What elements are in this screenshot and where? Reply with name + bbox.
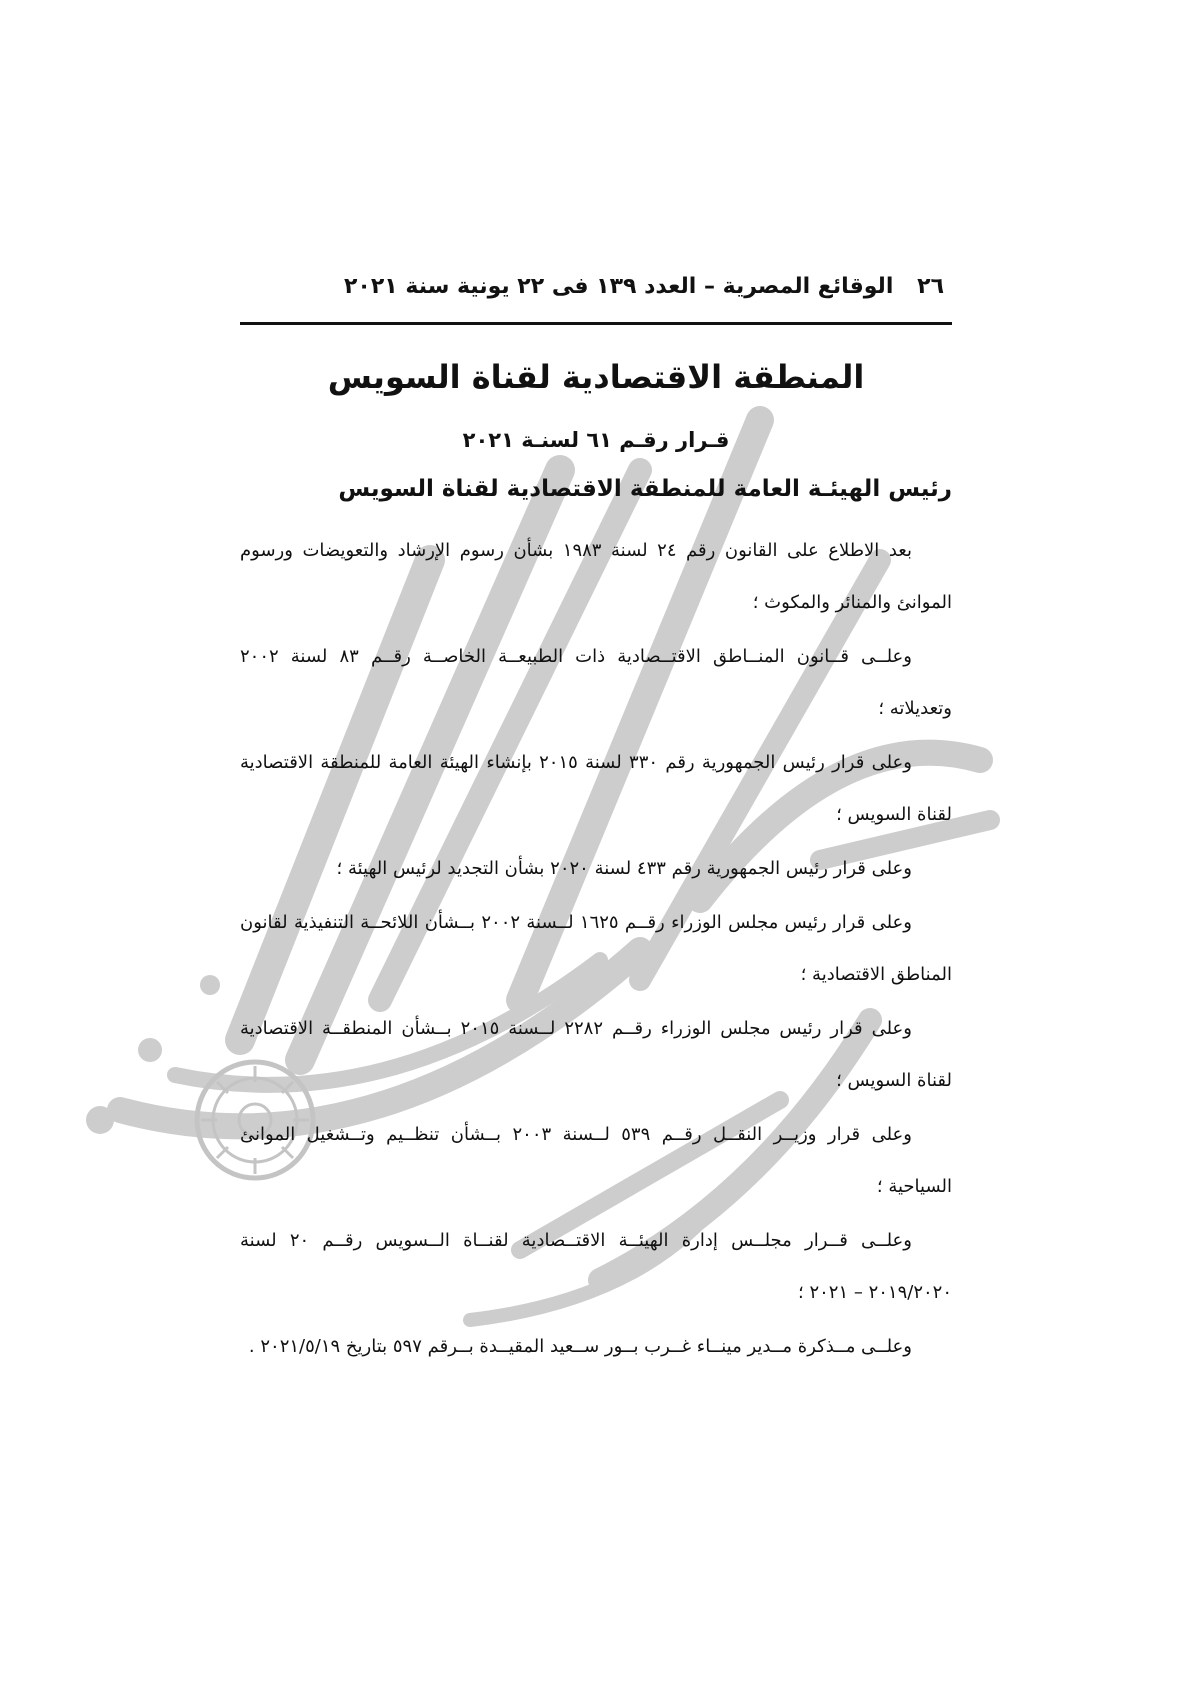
page-title: المنطقة الاقتصادية لقناة السويس [327,358,865,396]
preamble-paragraph: وعلــى قــرار مجلــس إدارة الهيئــة الاقتــصادية لقنــاة الــسويس رقــم ٢٠ لسنة ٢٠١٩/٢٠٢٠ – ٢٠٢١ ؛ [240,1230,952,1303]
preamble-paragraph: وعلى قرار رئيس مجلس الوزراء رقــم ٢٢٨٢ لــسنة ٢٠١٥ بــشأن المنطقــة الاقتصادية لقناة السويس ؛ [240,1018,952,1091]
header-divider [240,322,952,325]
preamble-paragraph: بعد الاطلاع على القانون رقم ٢٤ لسنة ١٩٨٣ بشأن رسوم الإرشاد والتعويضات ورسوم الموانئ والمنائر والمكوث ؛ [240,540,952,613]
decree-body [240,525,952,1375]
preamble-paragraph: وعلــى قــانون المنــاطق الاقتــصادية ذات الطبيعــة الخاصــة رقــم ٨٣ لسنة ٢٠٠٢ وتعديلاته ؛ [240,646,952,719]
preamble-paragraph: وعلى قرار رئيس الجمهورية رقم ٤٣٣ لسنة ٢٠٢٠ بشأن التجديد لرئيس الهيئة ؛ [336,858,912,879]
page-number: ٢٦ [917,274,944,299]
running-header [240,274,952,314]
publication-header: الوقائع المصرية – العدد ١٣٩ فى ٢٢ يونية سنة ٢٠٢١ [344,274,894,299]
preamble-paragraph: وعلى قرار رئيس الجمهورية رقم ٣٣٠ لسنة ٢٠١٥ بإنشاء الهيئة العامة للمنطقة الاقتصادية لقناة السويس ؛ [240,752,952,825]
preamble-paragraph: وعلى قرار وزيــر النقــل رقــم ٥٣٩ لــسنة ٢٠٠٣ بــشأن تنظــيم وتــشغيل الموانئ السياحية ؛ [240,1124,952,1197]
decree-number: قـرار رقـم ٦١ لسنـة ٢٠٢١ [462,428,730,452]
preamble-paragraph: وعلــى مــذكرة مــدير مينــاء غــرب بــور ســعيد المقيــدة بــرقم ٥٩٧ بتاريخ ٢٠٢١/٥/١٩ . [248,1336,912,1357]
issuer-heading: رئيس الهيئـة العامة للمنطقة الاقتصادية لقناة السويس [338,476,952,502]
preamble-paragraph: وعلى قرار رئيس مجلس الوزراء رقــم ١٦٢٥ لــسنة ٢٠٠٢ بــشأن اللائحــة التنفيذية لقانون المناطق الاقتصادية ؛ [240,912,952,985]
